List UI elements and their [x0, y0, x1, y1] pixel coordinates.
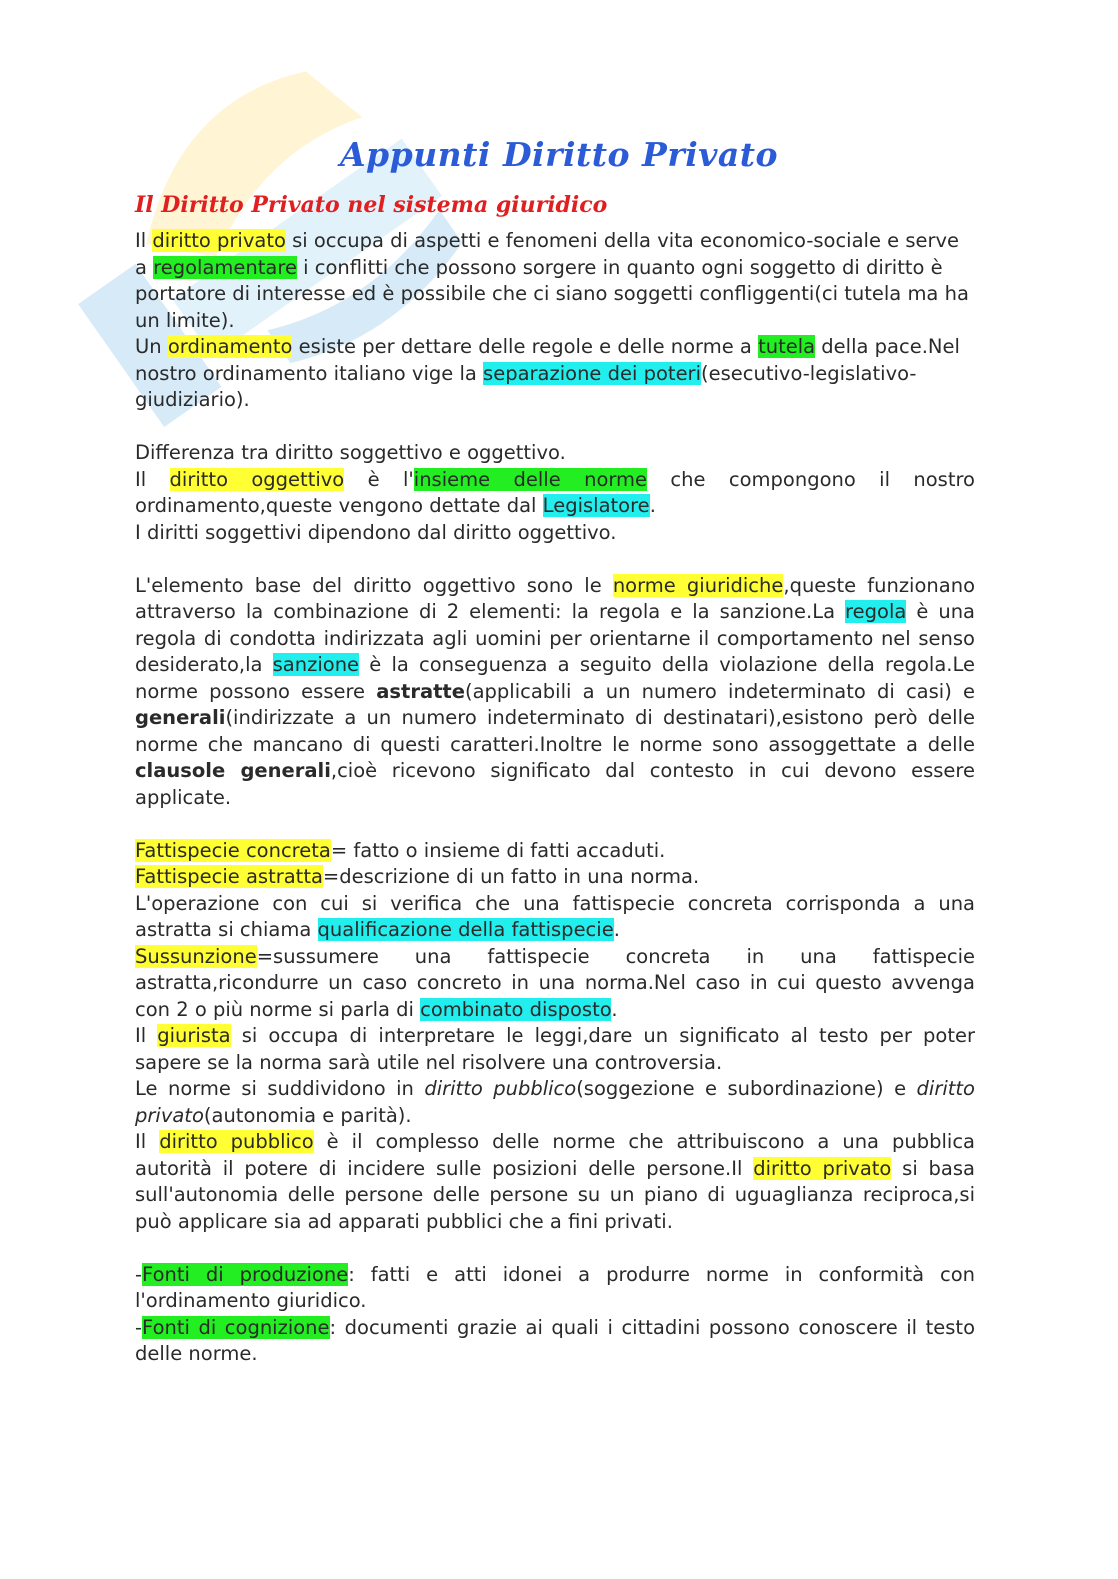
highlight: Sussunzione — [135, 944, 257, 968]
bold-term: astratte — [376, 679, 465, 703]
paragraph: -Fonti di produzione: fatti e atti idonei a produrre norme in conformità con l'ordinamento giuridico. — [135, 1262, 975, 1312]
paragraph: Fattispecie astratta=descrizione di un fatto in una norma. — [135, 865, 700, 888]
highlight: ordinamento — [167, 335, 293, 358]
highlight: Fonti di cognizione — [142, 1315, 330, 1339]
highlight: giurista — [157, 1024, 231, 1047]
paragraph: Un ordinamento esiste per dettare delle regole e delle norme a tutela della pace.Nel nostro ordinamento italiano vige la separazione dei poteri(esecutivo-legislativo-giudiziario). — [135, 335, 960, 411]
document-body — [135, 228, 975, 1368]
paragraph: L'operazione con cui si verifica che una fattispecie concreta corrisponda a una astratta si chiama qualificazione della fattispecie. — [135, 891, 975, 941]
highlight: combinato disposto — [420, 997, 612, 1021]
highlight: diritto privato — [152, 229, 286, 252]
highlight: diritto oggettivo — [169, 467, 345, 491]
paragraph: Il diritto pubblico è il complesso delle norme che attribuiscono a una pubblica autorità il potere di incidere sulle posizioni delle persone.Il diritto privato si basa sull'autonomia delle persone delle persone su un piano di uguaglianza reciproca,si può applicare sia ad apparati pubblici che a fini privati. — [135, 1130, 976, 1233]
highlight: regola — [845, 600, 907, 623]
highlight: Fonti di produzione — [142, 1262, 349, 1286]
paragraph: Sussunzione=sussumere una fattispecie concreta in una fattispecie astratta,ricondurre un caso concreto in una norma.Nel caso in cui questo avvenga con 2 o più norme si parla di combinato disposto. — [135, 944, 975, 1021]
highlight: qualificazione della fattispecie — [317, 918, 614, 941]
paragraph: I diritti soggettivi dipendono dal diritto oggettivo. — [135, 520, 617, 544]
italic-term: diritto pubblico — [424, 1077, 577, 1100]
highlight: insieme delle norme — [413, 467, 648, 491]
section-heading: Il Diritto Privato nel sistema giuridico — [135, 192, 608, 218]
highlight: regolamentare — [153, 255, 297, 279]
bold-term: generali — [135, 706, 226, 729]
paragraph: Il diritto privato si occupa di aspetti e fenomeni della vita economico-sociale e serve a regolamentare i conflitti che possono sorgere in quanto ogni soggetto di diritto è portatore di interesse ed è possibile che ci siano soggetti confliggenti(ci tutela ma ha un limite). — [135, 229, 969, 332]
paragraph: -Fonti di cognizione: documenti grazie ai quali i cittadini possono conoscere il testo delle norme. — [135, 1315, 976, 1365]
highlight: diritto privato — [753, 1156, 892, 1180]
paragraph: Il diritto oggettivo è l'insieme delle norme che compongono il nostro ordinamento,queste vengono dettate dal Legislatore. — [135, 467, 975, 517]
paragraph: Le norme si suddividono in diritto pubblico(soggezione e subordinazione) e diritto privato(autonomia e parità). — [135, 1077, 975, 1127]
highlight: Legislatore — [542, 494, 650, 517]
bold-term: clausole generali — [135, 759, 331, 782]
document-title: Appunti Diritto Privato — [339, 135, 779, 174]
highlight: Fattispecie concreta — [135, 838, 331, 862]
paragraph: L'elemento base del diritto oggettivo sono le norme giuridiche,queste funzionano attraverso la combinazione di 2 elementi: la regola e la sanzione.La regola è una regola di condotta indirizzata agli uomini per orientarne il comportamento nel senso desiderato,la sanzione è la conseguenza a seguito della violazione della regola.Le norme possono essere astratte(applicabili a un numero indeterminato di casi) e generali(indirizzate a un numero indeterminato di destinatari),esistono però delle norme che mancano di questi caratteri.Inoltre le norme sono assoggettate a delle clausole generali,cioè ricevono significato dal contesto in cui devono essere applicate. — [135, 573, 976, 809]
paragraph: Il giurista si occupa di interpretare le leggi,dare un significato al testo per poter sapere se la norma sarà utile nel risolvere una controversia. — [135, 1024, 975, 1074]
italic-term: diritto privato — [135, 1077, 975, 1127]
paragraph: Differenza tra diritto soggettivo e oggettivo. — [135, 441, 566, 464]
paragraph: Fattispecie concreta= fatto o insieme di fatti accaduti. — [135, 838, 666, 862]
highlight: sanzione — [272, 653, 360, 676]
highlight: separazione dei poteri — [483, 361, 701, 385]
highlight: norme giuridiche — [612, 573, 784, 597]
highlight: diritto pubblico — [159, 1130, 314, 1153]
highlight: tutela — [758, 335, 816, 358]
highlight: Fattispecie astratta — [135, 865, 323, 888]
